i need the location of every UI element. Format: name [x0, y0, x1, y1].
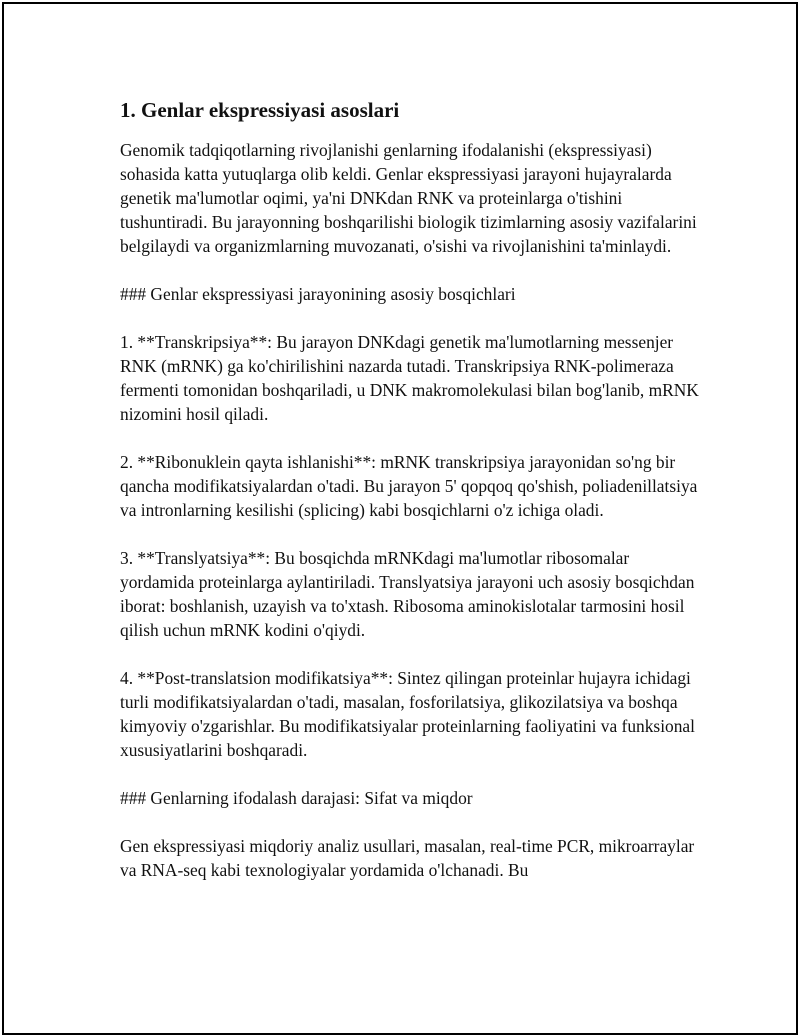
list-item-transcription: 1. **Transkripsiya**: Bu jarayon DNKdagi genetik ma'lumotlarning messenjer RNK (mRNK) ga ko'chirilishini nazarda tutadi. Transkripsiya RNK-polimeraza fermenti tomonidan boshqariladi, u DNK makromolekulasi bilan bog'lanib, mRNK nizomini hosil qiladi.	[120, 332, 699, 424]
intro-paragraph: Genomik tadqiqotlarning rivojlanishi genlarning ifodalanishi (ekspressiyasi) sohasida katta yutuqlarga olib keldi. Genlar ekspressiyasi jarayoni hujayralarda genetik ma'lumotlar oqimi, ya'ni DNKdan RNK va proteinlarga o'tishini tushuntiradi. Bu jarayonning boshqarilishi biologik tizimlarning asosiy vazifalarini belgilaydi va organizmlarning muvozanati, o'sishi va rivojlanishini ta'minlaydi.	[120, 140, 697, 256]
section-title: 1. Genlar ekspressiyasi asoslari	[120, 98, 400, 122]
list-item-rna-processing: 2. **Ribonuklein qayta ishlanishi**: mRNK transkripsiya jarayonidan so'ng bir qancha modifikatsiyalardan o'tadi. Bu jarayon 5' qopqoq qo'shish, poliadenillatsiya va intronlarning kesilishi (splicing) kabi bosqichlarni o'z ichiga oladi.	[120, 452, 698, 520]
list-item-post-translational: 4. **Post-translatsion modifikatsiya**: Sintez qilingan proteinlar hujayra ichidagi turli modifikatsiyalardan o'tadi, masalan, fosforilatsiya, glikozilatsiya va boshqa kimyoviy o'zgarishlar. Bu modifikatsiyalar proteinlarning faoliyatini va funksional xususiyatlarini boshqaradi.	[120, 668, 695, 760]
paragraph-quantitative-analysis: Gen ekspressiyasi miqdoriy analiz usullari, masalan, real-time PCR, mikroarraylar va RNA-seq kabi texnologiyalar yordamida o'lchanadi. Bu	[120, 836, 695, 880]
document-body	[120, 96, 700, 906]
list-item-translation: 3. **Translyatsiya**: Bu bosqichda mRNKdagi ma'lumotlar ribosomalar yordamida proteinlarga aylantiriladi. Translyatsiya jarayoni uch asosiy bosqichdan iborat: boshlanish, uzayish va to'xtash. Ribosoma aminokislotalar tarmosini hosil qilish uchun mRNK kodini o'qiydi.	[120, 548, 695, 640]
subheading-expression-level: ### Genlarning ifodalash darajasi: Sifat va miqdor	[120, 788, 473, 808]
subheading-stages: ### Genlar ekspressiyasi jarayonining asosiy bosqichlari	[120, 284, 516, 304]
page-frame	[2, 2, 798, 1035]
